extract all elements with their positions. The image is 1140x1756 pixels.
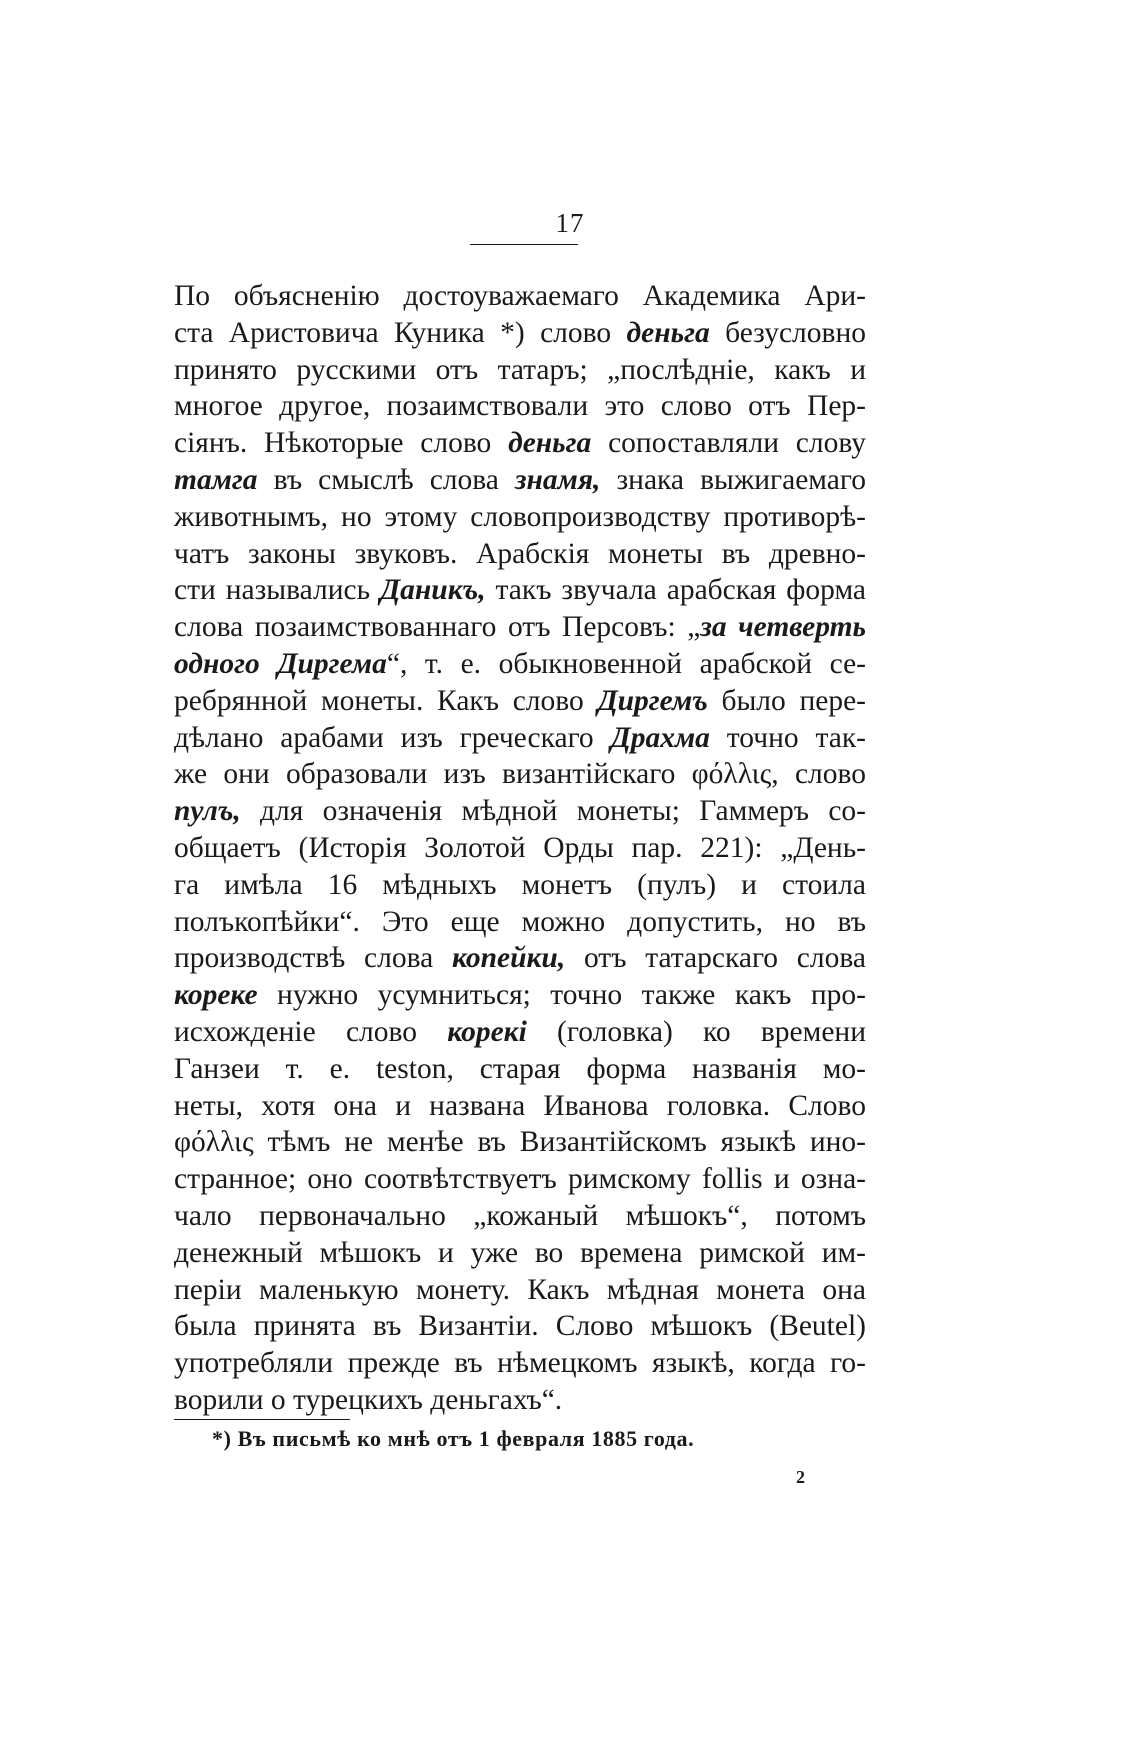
text-line (174, 1014, 866, 1051)
italic-term: деньга (626, 316, 710, 349)
text-segment: производствѣ слова (174, 942, 452, 975)
text-segment: дѣлано арабами изъ греческаго (174, 721, 611, 754)
header-rule (470, 244, 578, 245)
text-line (174, 1382, 866, 1419)
text-segment: періи маленькую монету. Какъ мѣдная монета она (174, 1273, 866, 1306)
text-segment: чатъ законы звуковъ. Арабскія монеты въ древно- (174, 537, 866, 570)
italic-term: знамя, (514, 463, 601, 496)
text-line (174, 499, 866, 536)
text-segment: была принята въ Византіи. Слово мѣшокъ (Beutel) (174, 1310, 866, 1343)
text-segment: точно так- (709, 721, 866, 754)
text-segment: было пере- (707, 684, 866, 717)
text-line (174, 756, 866, 793)
text-line (174, 977, 866, 1014)
italic-term: Драхма (610, 721, 710, 754)
text-segment: въ смыслѣ слова (257, 463, 515, 496)
text-segment: сопоставляли слову (591, 427, 866, 460)
text-segment: ворили о турецкихъ деньгахъ“. (174, 1383, 563, 1416)
text-segment: По объясненію достоуважаемаго Академика Ари- (174, 280, 866, 312)
text-segment: животнымъ, но этому словопроизводству противорѣ- (174, 500, 866, 533)
italic-term: деньга (508, 427, 592, 460)
text-segment: нужно усумниться; точно также какъ про- (257, 979, 866, 1012)
text-segment: чало первоначально „кожаный мѣшокъ“, потомъ (174, 1199, 866, 1232)
text-segment: Ганзеи т. е. teston, старая форма названія мо- (174, 1052, 866, 1085)
text-line (174, 646, 866, 683)
text-line (174, 1272, 866, 1309)
text-segment: “, т. е. обыкновенной арабской се- (386, 647, 866, 680)
text-line (174, 830, 866, 867)
text-line (174, 1161, 866, 1198)
text-segment: странное; оно соотвѣтствуетъ римскому follis и озна- (174, 1163, 866, 1196)
text-line (174, 462, 866, 499)
italic-term: копейки, (451, 942, 566, 975)
signature-mark: 2 (796, 1467, 805, 1487)
text-segment: безусловно (709, 316, 866, 349)
text-line (174, 388, 866, 425)
text-segment: (головка) ко времени (526, 1015, 866, 1048)
text-segment: ребрянной монеты. Какъ слово (174, 684, 598, 717)
italic-term: одного Диргема (174, 647, 387, 680)
text-segment: общаетъ (Исторія Золотой Орды пар. 221): „День- (174, 831, 866, 864)
text-segment: такъ звучала арабская форма (485, 574, 867, 607)
text-line (174, 1088, 866, 1125)
text-line (174, 1235, 866, 1272)
text-segment: многое другое, позаимствовали это слово отъ Пер- (174, 390, 866, 423)
text-segment: знака выжигаемаго (600, 463, 866, 496)
text-line (174, 867, 866, 904)
text-segment: же они образовали изъ византійскаго φόλλις, слово (174, 758, 866, 791)
text-segment: полъкопѣйки“. Это еще можно допустить, но въ (174, 905, 866, 938)
text-line (174, 1198, 866, 1235)
body-text (174, 278, 866, 1419)
text-line (174, 940, 866, 977)
text-segment: слова позаимствованнаго отъ Персовъ: „ (174, 611, 701, 644)
text-segment: неты, хотя она и названа Иванова головка. Слово (174, 1089, 866, 1122)
text-segment: денежный мѣшокъ и уже во времена римской им- (174, 1236, 866, 1269)
italic-term: кореке (174, 979, 258, 1012)
text-line (174, 683, 866, 720)
text-line (174, 904, 866, 941)
text-line (174, 1051, 866, 1088)
page-number: 17 (555, 208, 585, 238)
text-line (174, 536, 866, 573)
text-segment: га имѣла 16 мѣдныхъ монетъ (пулъ) и стоила (174, 868, 866, 901)
footnote-rule (174, 1419, 350, 1420)
italic-term: корекі (447, 1015, 527, 1048)
text-line (174, 278, 866, 315)
italic-term: тамга (174, 463, 258, 496)
text-segment: сіянъ. Нѣкоторые слово (174, 427, 509, 460)
text-segment: φόλλις тѣмъ не менѣе въ Византійскомъ языкѣ ино- (174, 1126, 866, 1159)
text-segment: для означенія мѣдной монеты; Гаммеръ со- (240, 795, 866, 828)
italic-term: пулъ, (174, 795, 241, 828)
text-line (174, 352, 866, 389)
italic-term: Диргемъ (597, 684, 708, 717)
text-line (174, 572, 866, 609)
text-segment: употребляли прежде въ нѣмецкомъ языкѣ, когда го- (174, 1347, 866, 1380)
text-line (174, 609, 866, 646)
text-segment: сти назывались (174, 574, 381, 607)
text-line (174, 315, 866, 352)
italic-term: Даникъ, (380, 574, 486, 607)
text-segment: отъ татарскаго слова (565, 942, 866, 975)
text-line (174, 425, 866, 462)
text-segment: ста Аристовича Куника *) слово (174, 316, 627, 349)
text-line (174, 1345, 866, 1382)
text-line (174, 1308, 866, 1345)
text-line (174, 720, 866, 757)
text-line (174, 1124, 866, 1161)
text-segment: исхожденіе слово (174, 1015, 448, 1048)
text-segment: принято русскими отъ татаръ; „послѣдніе, какъ и (174, 353, 866, 386)
italic-term: за четверть (700, 611, 866, 644)
footnote: *) Въ письмѣ ко мнѣ отъ 1 февраля 1885 года. (212, 1426, 695, 1451)
text-line (174, 793, 866, 830)
